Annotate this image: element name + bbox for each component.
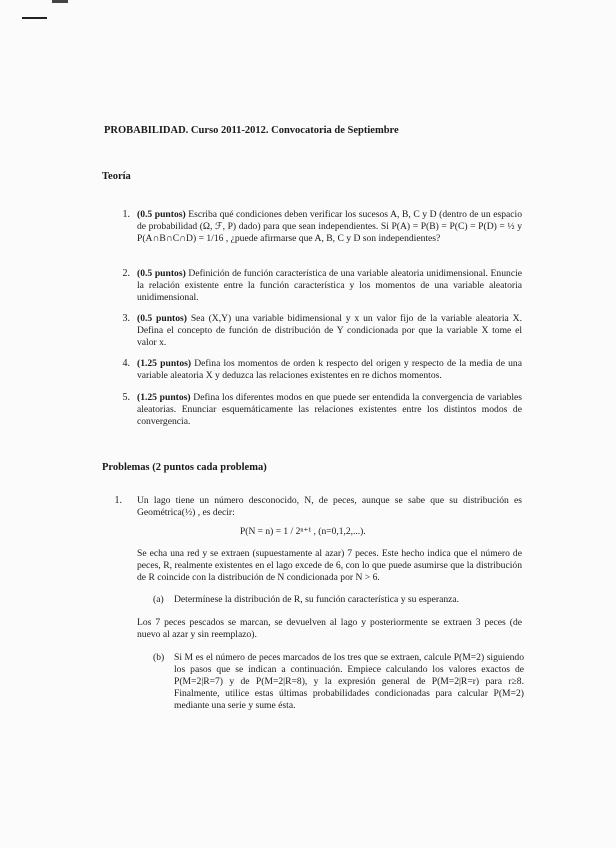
question-1 (137, 209, 522, 245)
question-number: 5. (122, 392, 130, 403)
question-points: (0.5 puntos) (137, 268, 186, 279)
question-points: (0.5 puntos) (137, 209, 186, 220)
question-text: Escriba qué condiciones deben verificar los sucesos A, B, C y D (dentro de un espacio de probabilidad (Ω, ℱ, P) dado) para que sean independientes. Si (137, 209, 522, 232)
problem-1-paragraph: Se echa una red y se extraen (supuestamente al azar) 7 peces. Este hecho indica que el número de peces, R, realmente existentes en el lago excede de 6, con lo que puede asumirse que la distribución de R coincide con la distribución de N condicionada por N > 6. (137, 548, 522, 583)
question-points: (0.5 puntos) (137, 313, 187, 324)
question-5 (137, 392, 522, 428)
question-number: 3. (122, 313, 130, 324)
subpart-b-label: (b) (153, 652, 165, 663)
question-number: 2. (122, 268, 130, 279)
question-text: Sea (X,Y) una variable bidimensional y x un valor fijo de la variable aleatoria X. Defina el concepto de función de distribución de Y condicionada por que la variable X tome el valor x. (137, 313, 522, 348)
question-points: (1.25 puntos) (137, 358, 192, 369)
question-number: 4. (122, 358, 130, 369)
problem-number: 1. (114, 495, 122, 506)
scan-artifact-mark (52, 0, 68, 3)
section-heading-problemas: Problemas (2 puntos cada problema) (102, 462, 267, 473)
problem-1-paragraph-2: Los 7 peces pescados se marcan, se devuelven al lago y posteriormente se extraen 3 peces (de nuevo al azar y sin reemplazo). (137, 617, 522, 640)
question-3 (137, 313, 522, 349)
question-text: Defina los momentos de orden k respecto del origen y respecto de la media de una variable aleatoria X y deduzca las relaciones existentes en re dichos momentos. (137, 358, 522, 381)
question-points: (1.25 puntos) (137, 392, 191, 403)
question-text: Defina los diferentes modos en que puede ser entendida la convergencia de variables aleatorias. Enunciar esquemáticamente las relaciones existentes entre los distintos modos de convergencia. (137, 392, 522, 427)
problem-1-intro: Un lago tiene un número desconocido, N, de peces, aunque se sabe que su distribución es Geométrica(½) , es decir: (137, 495, 522, 518)
question-2 (137, 268, 522, 304)
question-number: 1. (122, 209, 130, 220)
subpart-a-text: Determínese la distribución de R, su función característica y su esperanza. (174, 594, 460, 605)
subpart-a-label: (a) (153, 594, 164, 605)
question-4 (137, 358, 522, 382)
geometric-formula: P(N = n) = 1 / 2ⁿ⁺¹ , (n=0,1,2,...). (240, 527, 366, 537)
exam-title: PROBABILIDAD. Curso 2011-2012. Convocatoria de Septiembre (104, 125, 399, 136)
question-text-formula: P(A) = P(B) = P(C) = P(D) = ½ y P(A∩B∩C∩D) = 1/16 , ¿puede afirmarse que A, B, C y D son independientes? (137, 221, 522, 244)
scan-artifact-line (22, 17, 47, 19)
subpart-b-text: Si M es el número de peces marcados de los tres que se extraen, calcule P(M=2) siguiendo los pasos que se indican a continuación. Empiece calculando los valores exactos de P(M=2|R=7) y de P(M=2|R=8), y la expresión general de P(M=2|R=r) para r≥8. Finalmente, utilice estas últimas probabilidades condicionadas para calcular P(M=2) mediante una serie y sume ésta. (174, 652, 524, 711)
question-text: Definición de función característica de una variable aleatoria unidimensional. Enuncie la relación existente entre la función característica y los momentos de una variable aleatoria unidimensional. (137, 268, 522, 303)
section-heading-teoria: Teoría (102, 171, 131, 182)
